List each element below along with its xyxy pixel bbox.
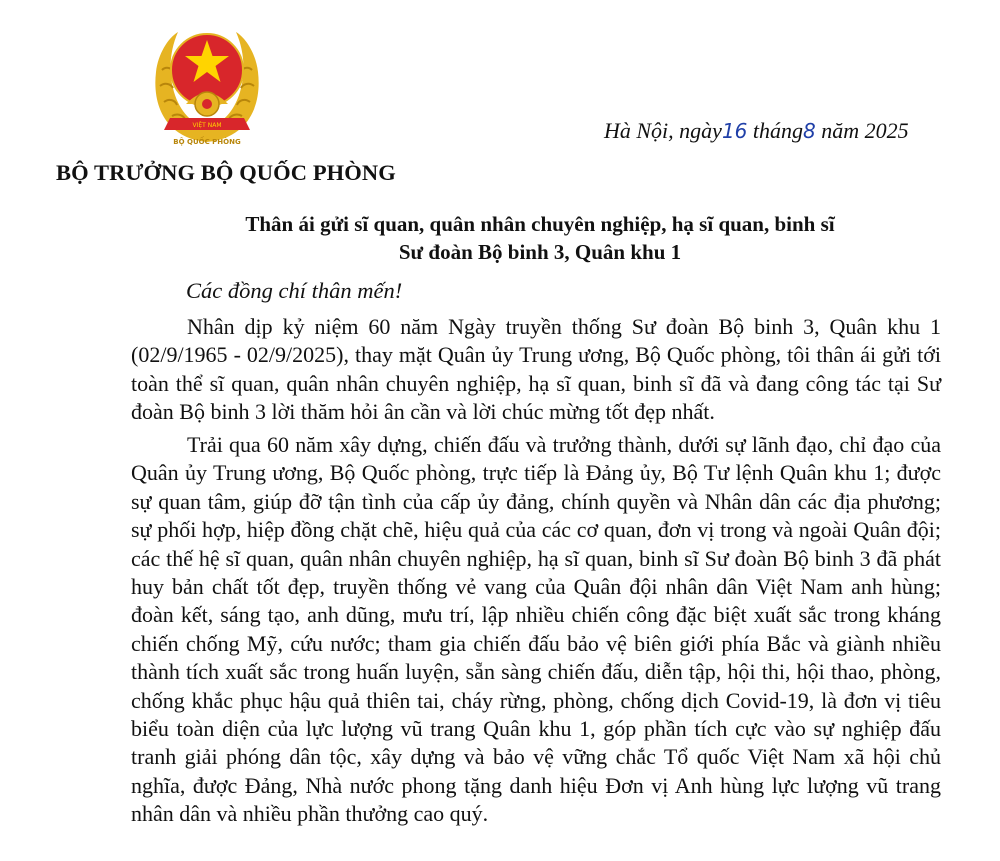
letter-title-line-1: Thân ái gửi sĩ quan, quân nhân chuyên nghiệp, hạ sĩ quan, binh sĩ (245, 212, 835, 236)
paragraph-1: Nhân dịp kỷ niệm 60 năm Ngày truyền thống Sư đoàn Bộ binh 3, Quân khu 1 (02/9/1965 - 02/9/2025), thay mặt Quân ủy Trung ương, Bộ Quốc phòng, tôi thân ái gửi tới toàn thể sĩ quan, quân nhân chuyên nghiệp, hạ sĩ quan, binh sĩ đã và đang công tác tại Sư đoàn Bộ binh 3 lời thăm hỏi ân cần và lời chúc mừng tốt đẹp nhất. (131, 314, 941, 425)
ministry-heading: BỘ TRƯỞNG BỘ QUỐC PHÒNG (56, 160, 396, 185)
date-prefix: Hà Nội, ngày (604, 118, 722, 143)
dateline (604, 118, 909, 144)
emblem-ribbon-text: VIỆT NAM (192, 122, 222, 129)
paragraph-2: Trải qua 60 năm xây dựng, chiến đấu và trưởng thành, dưới sự lãnh đạo, chỉ đạo của Quân ủy Trung ương, Bộ Quốc phòng, trực tiếp là Đảng ủy, Bộ Tư lệnh Quân khu 1; được sự quan tâm, giúp đỡ tận tình của cấp ủy đảng, chính quyền và Nhân dân các địa phương; sự phối hợp, hiệp đồng chặt chẽ, hiệu quả của các cơ quan, đơn vị trong và ngoài Quân đội; các thế hệ sĩ quan, quân nhân chuyên nghiệp, hạ sĩ quan, binh sĩ Sư đoàn Bộ binh 3 đã phát huy bản chất tốt đẹp, truyền thống vẻ vang của Quân đội nhân dân Việt Nam anh hùng; đoàn kết, sáng tạo, anh dũng, mưu trí, lập nhiều chiến công đặc biệt xuất sắc trong kháng chiến chống Mỹ, cứu nước; tham gia chiến đấu bảo vệ biên giới phía Bắc và giành nhiều thành tích xuất sắc trong huấn luyện, sẵn sàng chiến đấu, diễn tập, hội thi, hội thao, phòng, chống khắc phục hậu quả thiên tai, cháy rừng, phòng, chống dịch Covid-19, là đơn vị tiêu biểu toàn diện của lực lượng vũ trang Quân khu 1, góp phần tích cực vào sự nghiệp đấu tranh giải phóng dân tộc, xây dựng và bảo vệ vững chắc Tổ quốc Việt Nam xã hội chủ nghĩa, được Đảng, Nhà nước phong tặng danh hiệu Đơn vị Anh hùng lực lượng vũ trang nhân dân và nhiều phần thưởng cao quý. (131, 432, 941, 827)
date-month-word: tháng (752, 118, 804, 143)
national-emblem-icon (148, 20, 266, 148)
salutation: Các đồng chí thân mến! (186, 278, 403, 303)
date-day-handwritten: 16 (721, 119, 748, 143)
emblem-base-text: BỘ QUỐC PHÒNG (173, 138, 241, 146)
date-suffix: năm 2025 (821, 118, 909, 143)
letter-title-line-2: Sư đoàn Bộ binh 3, Quân khu 1 (398, 240, 682, 264)
date-month-handwritten: 8 (803, 119, 816, 143)
